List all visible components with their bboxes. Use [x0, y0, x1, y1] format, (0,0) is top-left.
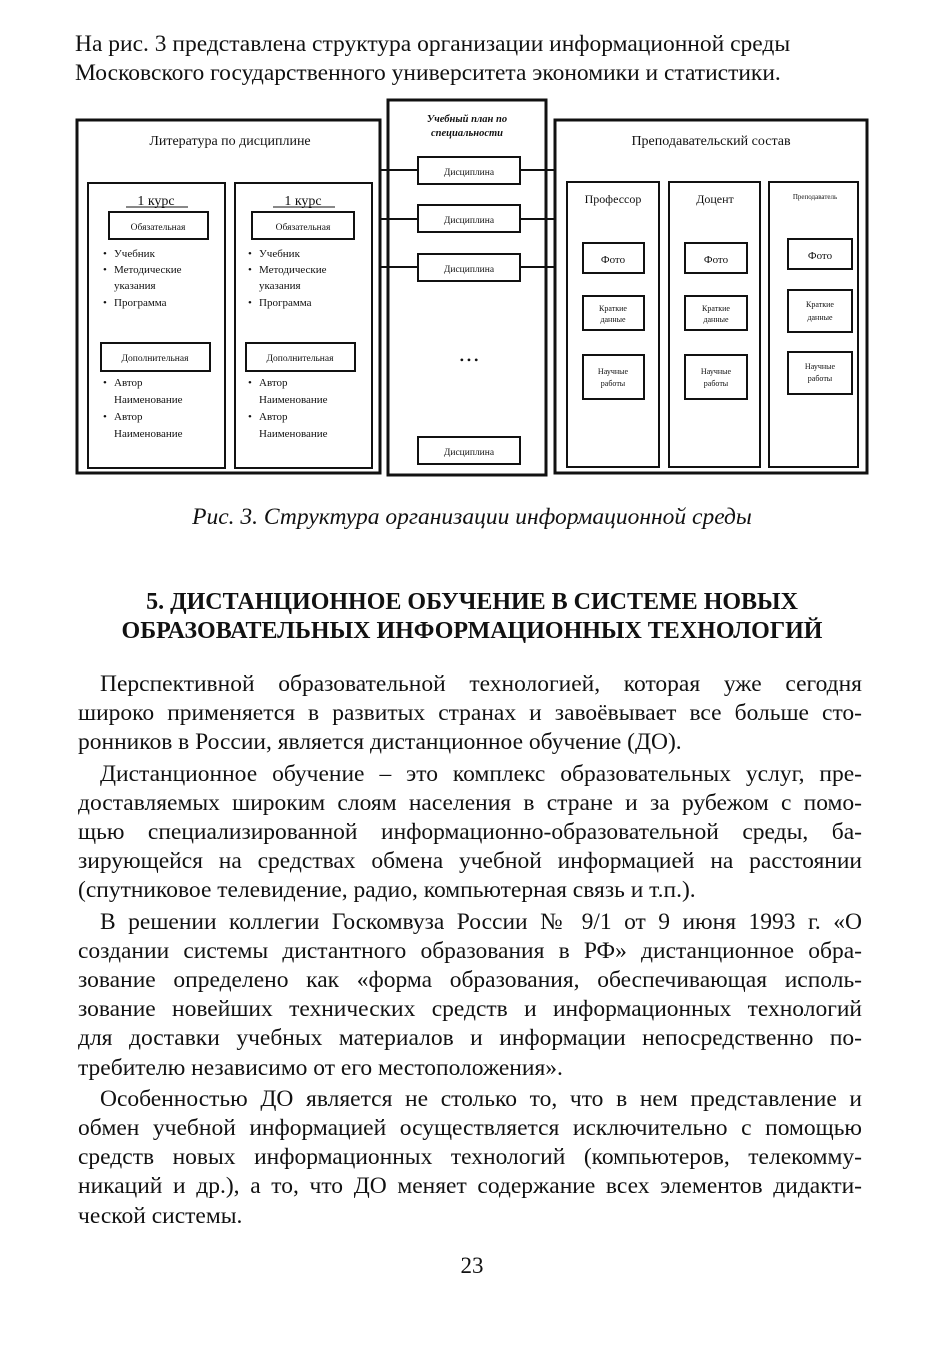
brief-label: данные: [600, 315, 626, 324]
mandatory-item: Программа: [259, 297, 312, 309]
mandatory-label: Обязательная: [275, 223, 331, 233]
page-number: 23: [460, 1253, 484, 1278]
diagram-canvas: [0, 0, 944, 500]
brief-label: данные: [807, 313, 833, 322]
mandatory-item: Методические: [114, 264, 182, 276]
discipline-label: Дисциплина: [443, 448, 495, 458]
svg-text:•: •: [103, 297, 107, 309]
text-line: никаций и др.), а то, что ДО меняет содержание всех элементов дидакти-: [78, 1173, 862, 1200]
additional-item: Автор: [259, 411, 288, 423]
text-line: Перспективной образовательной технологией, которая уже сегодня: [100, 671, 862, 697]
paragraph: [78, 1085, 862, 1231]
mandatory-item: Программа: [114, 297, 167, 309]
text-line: обмен учебной информацией осуществляется исключительно с помощью: [78, 1115, 862, 1142]
additional-item: Наименование: [114, 394, 183, 406]
text-line: щью специализированной информационно-образовательной среды, ба-: [78, 819, 862, 846]
photo-label: Фото: [807, 250, 833, 262]
text-line: широко применяется в развитых странах и завоёвывает все больше сто-: [78, 700, 862, 727]
mandatory-item: указания: [259, 280, 301, 292]
text-line: (спутниковое телевидение, радио, компьютерная связь и т.п.).: [78, 877, 696, 904]
works-label: работы: [600, 379, 626, 388]
text-line: зование определено как «форма образования, обеспечивающая исполь-: [78, 967, 862, 994]
svg-text:•: •: [103, 377, 107, 389]
heading-line: 5. ДИСТАНЦИОННОЕ ОБУЧЕНИЕ В СИСТЕМЕ НОВЫХ: [146, 589, 798, 615]
paragraph: [78, 908, 862, 1083]
additional-item: Автор: [114, 377, 143, 389]
additional-item: Автор: [259, 377, 288, 389]
ellipsis-marker: • • •: [459, 353, 479, 367]
course-label: 1 курс: [137, 194, 175, 209]
text-line: Дистанционное обучение – это комплекс образовательных услуг, пре-: [100, 760, 862, 787]
text-line: средств новых информационных технологий (компьютеров, телекомму-: [78, 1144, 862, 1171]
intro-line: Московского государственного университета экономики и статистики.: [75, 60, 781, 86]
discipline-label: Дисциплина: [443, 265, 495, 275]
discipline-label: Дисциплина: [443, 216, 495, 226]
text-line: ронников в России, является дистанционное обучение (ДО).: [78, 729, 682, 756]
brief-label: Краткие: [599, 304, 627, 313]
paragraph: [78, 670, 862, 758]
staff-role-label: Преподаватель: [792, 193, 838, 201]
additional-label: Дополнительная: [266, 354, 334, 364]
mandatory-item: Учебник: [259, 248, 300, 260]
text-line: создании системы дистантного образования в РФ» дистанционное обра-: [78, 937, 862, 964]
figure-caption: Рис. 3. Структура организации информационной среды: [192, 504, 752, 530]
mandatory-item: Учебник: [114, 248, 155, 260]
svg-text:•: •: [248, 248, 252, 260]
structure-diagram: [0, 0, 944, 500]
additional-item: Наименование: [259, 394, 328, 406]
mandatory-label: Обязательная: [130, 223, 186, 233]
brief-label: Краткие: [806, 300, 834, 309]
text-line: Особенностью ДО является не столько то, что в нем представление и: [100, 1085, 862, 1112]
paragraph: [78, 760, 862, 906]
brief-label: Краткие: [702, 304, 730, 313]
intro-line: На рис. 3 представлена структура организации информационной среды: [75, 31, 791, 57]
svg-text:•: •: [248, 264, 252, 276]
svg-text:•: •: [248, 377, 252, 389]
literature-title: Литература по дисциплине: [149, 134, 311, 149]
course-label: 1 курс: [284, 194, 322, 209]
brief-label: данные: [703, 315, 729, 324]
additional-item: Наименование: [114, 428, 183, 440]
additional-item: Наименование: [259, 428, 328, 440]
discipline-label: Дисциплина: [443, 168, 495, 178]
mandatory-item: указания: [114, 280, 156, 292]
text-line: В решении коллегии Госкомвуза России № 9/1 от 9 июня 1993 г. «О: [100, 908, 862, 935]
staff-title: Преподавательский состав: [631, 134, 791, 149]
plan-title: специальности: [430, 128, 504, 139]
works-label: Научные: [700, 367, 732, 376]
mandatory-item: Методические: [259, 264, 327, 276]
svg-text:•: •: [103, 411, 107, 423]
svg-text:•: •: [248, 411, 252, 423]
text-line: требителю независимо от его местоположения».: [78, 1054, 563, 1081]
text-line: доставляемых широким слоям населения в стране и за рубежом с помо-: [78, 789, 862, 816]
staff-role-label: Профессор: [584, 192, 642, 206]
heading-line: ОБРАЗОВАТЕЛЬНЫХ ИНФОРМАЦИОННЫХ ТЕХНОЛОГИЙ: [121, 618, 823, 644]
section-heading: [60, 588, 884, 646]
works-label: работы: [703, 379, 729, 388]
works-label: работы: [807, 374, 833, 383]
svg-text:•: •: [103, 264, 107, 276]
plan-title: Учебный план по: [426, 114, 508, 125]
text-line: зование новейших технических средств и информационных технологий: [78, 996, 862, 1023]
photo-label: Фото: [600, 254, 626, 266]
additional-item: Автор: [114, 411, 143, 423]
additional-label: Дополнительная: [121, 354, 189, 364]
body-text: [78, 670, 862, 1231]
works-label: Научные: [597, 367, 629, 376]
svg-text:•: •: [103, 248, 107, 260]
photo-label: Фото: [703, 254, 729, 266]
staff-role-label: Доцент: [696, 192, 734, 206]
text-line: зирующейся на средствах обмена учебной информацией на расстоянии: [78, 848, 862, 875]
text-line: для доставки учебных материалов и информации непосредственно по-: [78, 1025, 862, 1052]
works-label: Научные: [804, 362, 836, 371]
svg-text:•: •: [248, 297, 252, 309]
text-line: ческой системы.: [78, 1202, 243, 1229]
